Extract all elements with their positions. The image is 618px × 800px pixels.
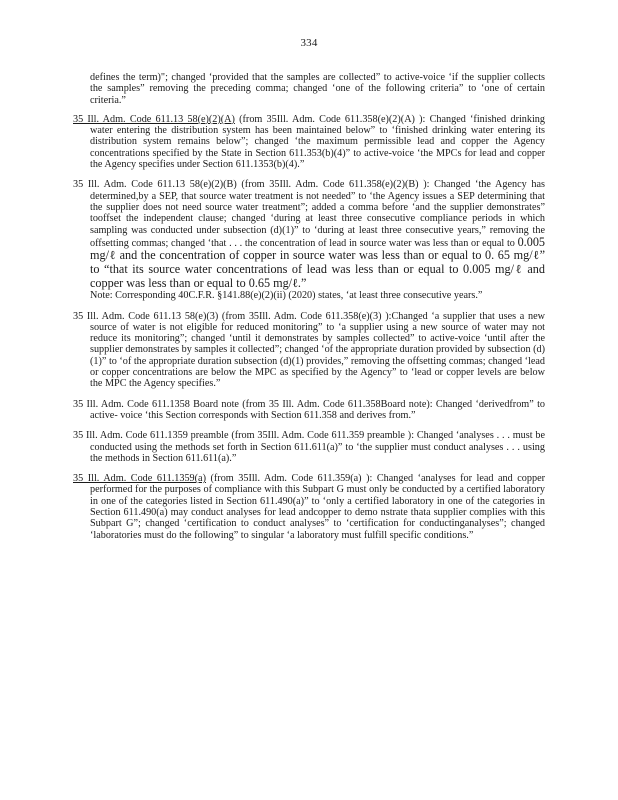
entry-text: (from 35Ill. Adm. Code 611.358(e)(2)(B) ): Changed ‘the Agency has determined,by a SEP, that source water treatment is not needed” to ‘the Agency issues a SEP determining that the supplier does not need source water treatment”; added a comma before ‘and the supplier demonstrates” tooffset the independent clause; changed ‘during at least three consecutive compliance periods in which sampling was conducted under subsection (d)(1)” to ‘during at least three consecutive years,” removing the offsetting commas; changed ‘that . . . the concentration of lead in source water was less than or equal to [90,179,545,249]
amendment-entry-6 [73,473,545,541]
entry-citation: 35 Ill. Adm. Code 611.1359(a) [73,473,206,485]
entry-text: : Changed ‘analyses . . . must be conducted using the methods set forth in Section 611.611(a)” to ‘the supplier must conduct analyses . . . using the methods in Section 611.611(a).” [90,430,545,464]
amendment-entry-5 [73,430,545,464]
entry-citation: 35 Ill. Adm. Code 611.13 58(e)(3) [73,310,219,322]
entry-text-large: 0.005 mg/ℓ and the concentration of copper in source water was less than or equal to 0. 65 mg/ℓ” to “that its source water concentrations of lead was less than or equal to 0.005 mg/ℓ and copper was less than or equal to 0.65 mg/ℓ.” [90,234,545,290]
amendment-entry-1 [73,114,545,170]
entry-citation: 35 Ill. Adm. Code 611.1358 Board note (from 35 Ill. Adm. Code 611.358Board note) [73,398,430,410]
document-body [73,72,545,550]
entry-citation: 35 Ill. Adm. Code 611.1359 preamble (from 35Ill. Adm. Code 611.359 preamble ) [73,430,412,442]
amendment-entry-4 [73,399,545,422]
amendment-entry-2 [73,179,545,301]
intro-paragraph: defines the term)"; changed ‘provided that the samples are collected” to active-voice ‘if the supplier collects the samples” removing the preceding comma; changed ‘one of the following criteria” to ‘one of certain criteria.” [90,72,545,106]
entry-citation: 35 Ill. Adm. Code 611.13 58(e)(2)(A) [73,113,235,125]
page-number: 334 [300,37,318,49]
entry-citation: 35 Ill. Adm. Code 611.13 58(e)(2)(B) [73,179,237,191]
amendment-entry-3 [73,311,545,390]
entry-note: Note: Corresponding 40C.F.R. §141.88(e)(2)(ii) (2020) states, ‘at least three consecutive years.” [90,290,483,302]
entry-text: : Changed ‘derivedfrom” to active- voice ‘this Section corresponds with Section 611.358 and derives from.” [90,398,546,421]
entry-text: (from 35Ill. Adm. Code 611.358(e)(3) ):Changed ‘a supplier that uses a new source of water is not eligible for reduced monitoring” to ‘a supplier using a new source of water may not reduce its monitoring”; changed ‘until it demonstrates by samples collected” to active-voice ‘until after the supplier demonstrates by samples it collected”; changed ‘of the appropriate duration provided by subsection (d)(1)” to ‘of the appropriate duration subsection (d)(1) provides,” removing the offsetting commas; changed ‘lead or copper concentrations are below the MPC as specified by the Agency” to ‘lead or copper levels are below the MPC the Agency specifies.” [90,310,545,390]
entry-text: (from 35Ill. Adm. Code 611.358(e)(2)(A) ): Changed ‘finished drinking water entering the distribution system has been maintained below” to ‘finished drinking water entering its distribution system remains below”; changed ‘the maximum permissible lead and copper the Agency concentrations specified by the State in Section 611.353(b)(4)” to active-voice ‘the MPCs for lead and copper the Agency specifies under Section 611.1353(b)(4).” [90,113,545,171]
entry-text: (from 35Ill. Adm. Code 611.359(a) ): Changed ‘analyses for lead and copper performed for the purposes of compliance with this Subpart G must only be conducted by a certified laboratory in one of the categories listed in Section 611.490(a)” to ‘only a certified laboratory in one of the categories in Section 611.490(a) may conduct analyses for lead andcopper to demo nstrate thata supplier complies with this Subpart G”; changed ‘certification to conduct analyses” to ‘certification for conductinganalyses”; changed ‘laboratories must do the following” to singular ‘a laboratory must fulfill specific conditions.” [90,473,545,541]
